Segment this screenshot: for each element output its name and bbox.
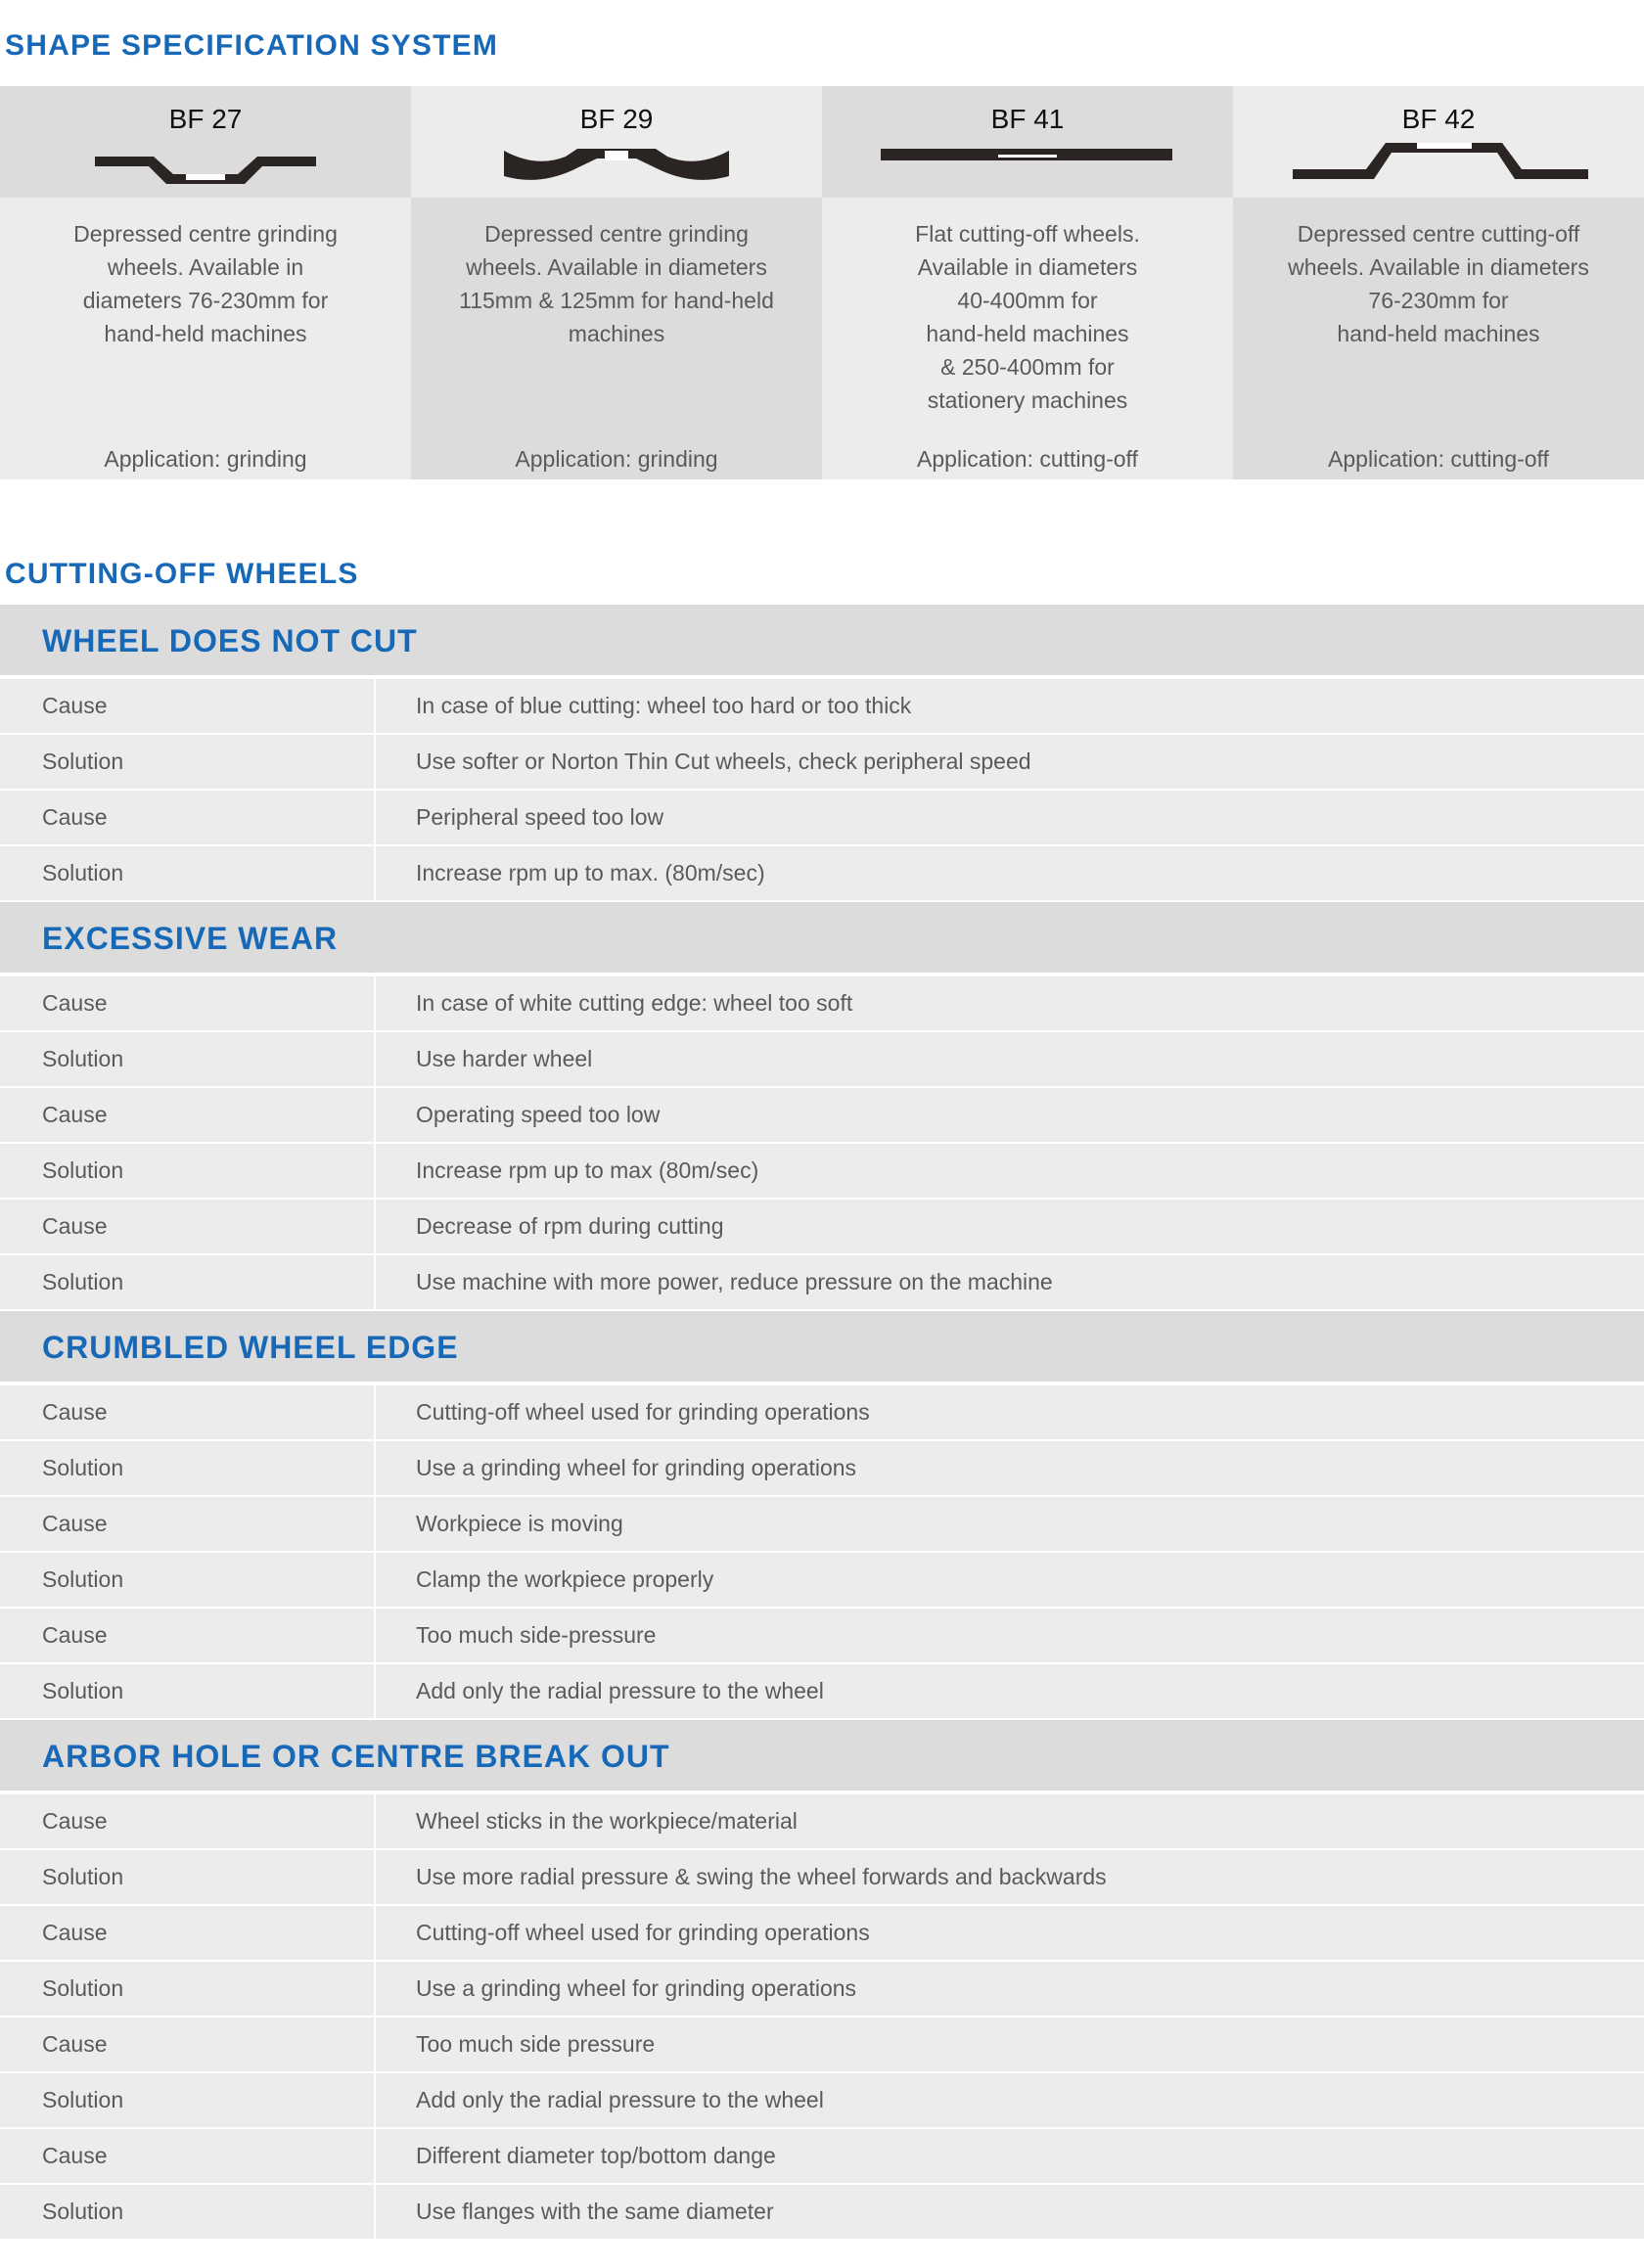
shape-card-bf27 [0,86,411,479]
group-header [0,1720,1644,1794]
shape-card-header [1233,86,1644,198]
row-label: Solution [0,1553,376,1607]
row-label: Solution [0,1850,376,1904]
table-row [0,976,1644,1032]
row-text: Different diameter top/bottom dange [416,2143,776,2168]
shape-grid [0,86,1644,479]
row-text: Too much side pressure [416,2031,656,2057]
row-text: Decrease of rpm during cutting [416,1213,724,1239]
table-row [0,1794,1644,1850]
shape-section-title: SHAPE SPECIFICATION SYSTEM [5,29,499,62]
shape-application: Application: grinding [104,446,307,472]
row-text: Workpiece is moving [416,1511,623,1536]
row-label: Cause [0,791,376,844]
row-label: Cause [0,1906,376,1960]
row-label: Solution [0,1962,376,2016]
row-text: Use a grinding wheel for grinding operations [416,1975,857,2001]
row-text: Operating speed too low [416,1102,661,1127]
row-label: Cause [0,2129,376,2183]
table-row [0,1441,1644,1497]
row-text: Add only the radial pressure to the wheel [416,1678,824,1703]
row-label: Cause [0,679,376,733]
table-row [0,1962,1644,2018]
row-label: Cause [0,1497,376,1551]
table-row [0,735,1644,791]
row-label: Solution [0,846,376,900]
shape-name: BF 29 [579,104,654,134]
row-label: Cause [0,2018,376,2071]
table-row [0,679,1644,735]
table-row [0,1385,1644,1441]
table-row [0,791,1644,846]
row-text: Add only the radial pressure to the wheel [416,2087,824,2112]
shape-card-body [0,198,411,479]
table-row [0,1850,1644,1906]
row-label: Cause [0,1088,376,1142]
row-label: Cause [0,1794,376,1848]
shape-description: Depressed centre grinding wheels. Available in diameters 115mm & 125mm for hand-held machines [459,221,774,346]
troubleshooting-table [0,605,1644,2241]
row-label: Cause [0,1609,376,1662]
table-row [0,1144,1644,1200]
row-text: Use more radial pressure & swing the wheel forwards and backwards [416,1864,1107,1889]
table-row [0,1553,1644,1609]
shape-card-header [411,86,822,198]
table-row [0,1200,1644,1255]
table-row [0,2018,1644,2073]
row-label: Solution [0,1032,376,1086]
shape-name: BF 27 [168,104,243,134]
table-row [0,2073,1644,2129]
row-label: Solution [0,1441,376,1495]
row-label: Cause [0,1385,376,1439]
table-row [0,1497,1644,1553]
shape-card-body [822,198,1233,479]
shape-application: Application: cutting-off [1328,446,1549,472]
shape-card-header [0,86,411,198]
group-header [0,605,1644,679]
row-text: Use harder wheel [416,1046,593,1071]
row-label: Solution [0,2185,376,2239]
shape-application: Application: cutting-off [917,446,1138,472]
row-text: Increase rpm up to max. (80m/sec) [416,860,765,885]
flat-wheel-profile-icon [822,137,1233,196]
shape-card-body [1233,198,1644,479]
table-row [0,1088,1644,1144]
row-text: In case of blue cutting: wheel too hard or too thick [416,693,912,718]
table-row [0,1664,1644,1720]
row-text: Clamp the workpiece properly [416,1566,714,1592]
table-row [0,1255,1644,1311]
group-header [0,902,1644,976]
shape-card-bf29 [411,86,822,479]
group-heading: CRUMBLED WHEEL EDGE [42,1330,459,1365]
row-label: Solution [0,1144,376,1198]
row-label: Solution [0,1664,376,1718]
shape-card-bf42 [1233,86,1644,479]
table-row [0,846,1644,902]
row-text: Peripheral speed too low [416,804,664,830]
row-label: Cause [0,976,376,1030]
row-text: Increase rpm up to max (80m/sec) [416,1157,759,1183]
shape-card-bf41 [822,86,1233,479]
raised-centre-wheel-profile-icon [1233,137,1644,196]
cutting-section-title: CUTTING-OFF WHEELS [5,558,359,590]
row-label: Cause [0,1200,376,1253]
group-header [0,1311,1644,1385]
shape-application: Application: grinding [515,446,718,472]
depressed-centre-wheel-profile-icon [0,137,411,196]
curved-depressed-wheel-profile-icon [411,137,822,196]
group-heading: WHEEL DOES NOT CUT [42,623,418,658]
row-text: Wheel sticks in the workpiece/material [416,1808,798,1834]
group-heading: EXCESSIVE WEAR [42,921,339,956]
table-row [0,2185,1644,2241]
table-row [0,1032,1644,1088]
table-row [0,2129,1644,2185]
row-text: In case of white cutting edge: wheel too soft [416,990,853,1016]
shape-description: Flat cutting-off wheels. Available in diameters 40-400mm for hand-held machines & 250-400mm for stationery machines [915,221,1140,413]
table-row [0,1609,1644,1664]
row-label: Solution [0,735,376,789]
group-heading: ARBOR HOLE OR CENTRE BREAK OUT [42,1739,670,1774]
shape-card-body [411,198,822,479]
row-text: Use flanges with the same diameter [416,2199,774,2224]
shape-name: BF 41 [990,104,1065,134]
row-label: Solution [0,1255,376,1309]
table-row [0,1906,1644,1962]
row-text: Use a grinding wheel for grinding operations [416,1455,857,1480]
row-text: Use softer or Norton Thin Cut wheels, check peripheral speed [416,748,1031,774]
shape-description: Depressed centre cutting-off wheels. Available in diameters 76-230mm for hand-held machines [1288,221,1589,346]
row-text: Too much side-pressure [416,1622,657,1648]
row-text: Use machine with more power, reduce pressure on the machine [416,1269,1053,1294]
shape-description: Depressed centre grinding wheels. Available in diameters 76-230mm for hand-held machines [73,221,338,346]
row-text: Cutting-off wheel used for grinding operations [416,1399,870,1425]
row-text: Cutting-off wheel used for grinding operations [416,1920,870,1945]
shape-card-header [822,86,1233,198]
shape-name: BF 42 [1401,104,1476,134]
row-label: Solution [0,2073,376,2127]
